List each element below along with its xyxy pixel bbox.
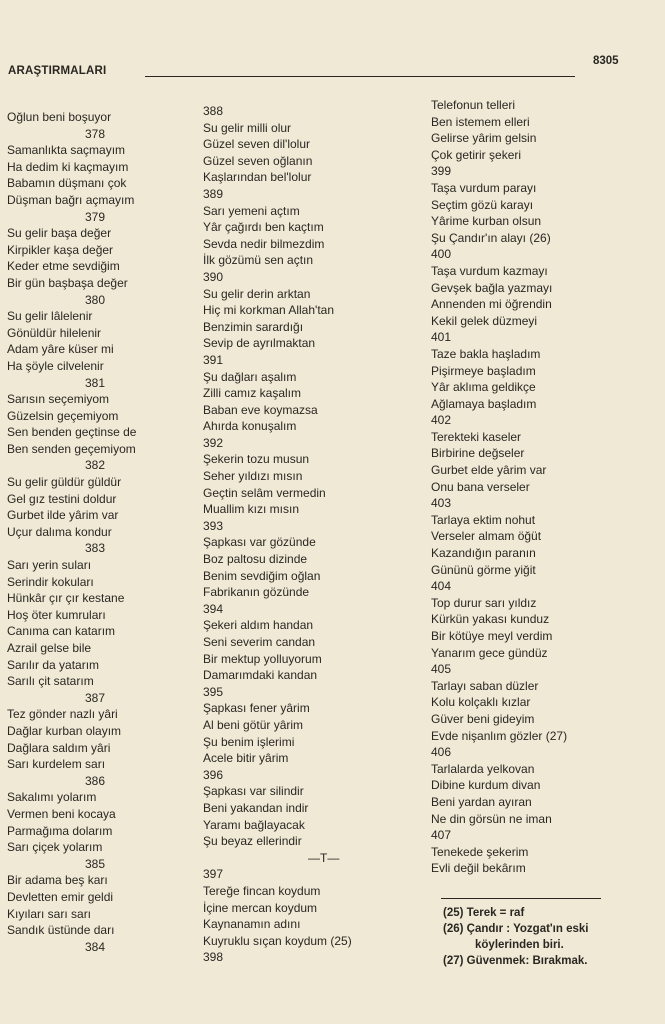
verse-line: Oğlun beni boşuyor (7, 110, 112, 124)
verse-line: Tereğe fincan koydum (203, 883, 321, 898)
verse-line: Tarlayı saban düzler (431, 678, 539, 693)
verse-line: Adam yâre küser mi (7, 342, 114, 357)
verse-line: Kolu kolçaklı kızlar (431, 695, 531, 710)
verse-number: 392 (203, 435, 224, 450)
verse-line: Ha şöyle cilvelenir (7, 358, 104, 373)
verse-number: 407 (431, 828, 452, 843)
verse-line: Sevda nedir bilmezdim (203, 236, 325, 251)
verse-line: Benzimin sarardığı (203, 319, 304, 334)
verse-line: Kekil gelek düzmeyi (431, 313, 538, 328)
verse-line: Gurbet elde yârim var (431, 463, 547, 478)
verse-line: Beni yardan ayıran (431, 794, 532, 809)
verse-line: Şu dağları aşalım (203, 369, 297, 384)
header-rule (145, 76, 575, 77)
verse-line: Verseler almam öğüt (431, 529, 542, 544)
verse-line: Sakalımı yolarım (7, 790, 97, 805)
verse-line: Yanarım gece gündüz (431, 645, 548, 660)
verse-line: Sen benden geçtinse de (7, 425, 137, 440)
verse-line: İçine mercan koydum (203, 900, 318, 915)
verse-number: 402 (431, 413, 452, 428)
verse-line: Kürkün yakası kunduz (431, 612, 550, 627)
verse-line: Güzel seven dil'lolur (203, 137, 311, 152)
verse-line: Uçur dalıma kondur (7, 524, 112, 539)
verse-line: Gel gız testini doldur (7, 491, 117, 506)
verse-line: Damarımdaki kandan (203, 668, 318, 683)
verse-line: Kaşlarından bel'lolur (203, 170, 312, 185)
verse-line: Terekteki kaseler (431, 429, 522, 444)
verse-line: Yâr aklıma geldikçe (431, 380, 536, 395)
verse-line: Kirpikler kaşa değer (7, 242, 114, 257)
verse-line: Seher yıldızı mısın (203, 469, 303, 484)
verse-line: Yârime kurban olsun (431, 214, 542, 229)
verse-line: Sarılı çit satarım (7, 674, 94, 689)
verse-line: Şapkası var gözünde (203, 535, 316, 550)
verse-line: Şu Çandır'ın alayı (26) (431, 230, 551, 245)
verse-line: Dağlar kurban olayım (7, 723, 122, 738)
verse-line: Azrail gelse bile (7, 641, 92, 655)
verse-line: Seni severim candan (203, 635, 316, 649)
verse-line: Hünkâr çır çır kestane (7, 591, 125, 606)
verse-line: Seçtim gözü karayı (431, 197, 534, 212)
verse-line: Ben istemem elleri (431, 114, 530, 129)
verse-line: Dibine kurdum divan (431, 778, 541, 793)
verse-line: Kazandığın paranın (431, 546, 536, 561)
verse-number: 378 (85, 126, 106, 141)
verse-line: Babamın düşmanı çok (7, 176, 127, 191)
verse-line: Bir kötüye meyl verdim (431, 629, 553, 643)
verse-line: İlk gözümü sen açtın (203, 253, 314, 268)
verse-number: 383 (85, 541, 106, 556)
verse-line: Taşa vurdum kazmayı (431, 263, 548, 278)
verse-number: 404 (431, 579, 452, 594)
verse-line: Ağlamaya başladım (431, 396, 537, 411)
verse-number: 397 (203, 867, 224, 882)
verse-line: Evde nişanlım gözler (27) (431, 728, 568, 743)
verse-line: Annenden mi öğrendin (431, 297, 552, 312)
verse-line: Su gelir güldür güldür (7, 475, 122, 490)
verse-number: 399 (431, 164, 452, 179)
verse-number: 384 (85, 939, 106, 954)
verse-line: Ne din görsün ne iman (431, 811, 552, 826)
verse-line: Ben senden geçemiyom (7, 441, 136, 456)
verse-line: Kuyruklu sıçan koydum (25) (203, 933, 352, 948)
verse-number: 382 (85, 458, 106, 473)
verse-line: Benim sevdiğim oğlan (203, 568, 321, 583)
footnote-26-continued: köylerinden biri. (475, 939, 564, 951)
verse-line: Beni yakandan indir (203, 800, 309, 815)
verse-line: Çok getirir şekeri (431, 147, 522, 162)
verse-line: Gönüldür hilelenir (7, 325, 102, 340)
verse-number: 391 (203, 352, 224, 367)
verse-line: Bir mektup yolluyorum (203, 651, 322, 666)
verse-line: Geçtin selâm vermedin (203, 485, 326, 500)
verse-number: 379 (85, 209, 106, 224)
section-separator: —T— (308, 850, 340, 865)
verse-number: 401 (431, 330, 452, 345)
footnote-rule (441, 898, 601, 899)
footnotes (443, 905, 588, 969)
verse-number: 405 (431, 662, 452, 677)
verse-line: Taşa vurdum parayı (431, 180, 537, 195)
verse-line: Al beni götür yârim (203, 717, 304, 732)
verse-line: Tenekede şekerim (431, 844, 529, 859)
verse-number: 385 (85, 856, 106, 871)
verse-line: Şu benim işlerimi (203, 734, 295, 749)
verse-line: Gününü görme yiğit (431, 562, 536, 577)
verse-line: Güver beni gideyim (431, 711, 535, 726)
verse-line: Evli değil bekârım (431, 861, 526, 876)
verse-line: Fabrikanın gözünde (203, 585, 310, 600)
verse-number: 386 (85, 773, 106, 788)
verse-line: Sevip de ayrılmaktan (203, 336, 316, 351)
footnote-25: (25) Terek = raf (443, 907, 525, 919)
verse-line: Bir gün başbaşa değer (7, 275, 128, 290)
verse-line: Vermen beni kocaya (7, 806, 116, 821)
verse-line: Güzelsin geçemiyom (7, 408, 119, 423)
verse-line: Canıma can katarım (7, 624, 116, 639)
page-number: 8305 (593, 55, 619, 67)
verse-line: Güzel seven oğlanın (203, 153, 313, 168)
verse-line: Gelirse yârim gelsin (431, 131, 537, 146)
verse-line: Sandık üstünde darı (7, 923, 115, 938)
verse-number: 398 (203, 950, 224, 965)
verse-number: 388 (203, 104, 224, 118)
verse-line: Ahırda konuşalım (203, 419, 297, 434)
verse-line: Acele bitir yârim (203, 751, 289, 766)
verse-line: Tarlalarda yelkovan (431, 761, 535, 776)
verse-line: Tez gönder nazlı yâri (7, 707, 118, 722)
footnote-26: (26) Çandır : Yozgat'ın eski (443, 923, 589, 935)
verse-line: Onu bana verseler (431, 479, 530, 494)
verse-line: Yaramı bağlayacak (203, 817, 305, 832)
verse-number: 396 (203, 767, 224, 782)
verse-line: Bir adama beş karı (7, 873, 108, 888)
verse-line: Şekeri aldım handan (203, 618, 314, 633)
verse-number: 406 (431, 745, 452, 760)
verse-line: Su gelir derin arktan (203, 286, 311, 301)
verse-line: Su gelir lâlelenir (7, 309, 93, 324)
verse-number: 387 (85, 690, 106, 705)
verse-line: Şu beyaz ellerindir (203, 834, 302, 849)
verse-line: Sarılır da yatarım (7, 657, 100, 672)
verse-line: Hoş öter kumruları (7, 607, 106, 622)
verse-number: 381 (85, 375, 106, 390)
verse-line: Dağlara saldım yâri (7, 740, 111, 755)
verse-number: 394 (203, 601, 224, 616)
verse-line: Zilli camız kaşalım (203, 386, 302, 401)
verse-line: Şapkası fener yârim (203, 701, 310, 716)
verse-line: Tarlaya ektim nohut (431, 512, 536, 527)
verse-line: Yâr çağırdı ben kaçtım (203, 220, 324, 235)
verse-number: 390 (203, 269, 224, 284)
verse-line: Gurbet ilde yârim var (7, 508, 119, 523)
verse-line: Düşman bağrı açmayım (7, 192, 135, 207)
verse-line: Baban eve koymazsa (203, 402, 318, 417)
verse-line: Muallim kızı mısın (203, 502, 300, 517)
verse-line: Telefonun telleri (431, 98, 516, 112)
verse-number: 403 (431, 496, 452, 511)
verse-line: Pişirmeye başladım (431, 363, 536, 378)
verse-line: Sarı yerin suları (7, 558, 92, 573)
verse-line: Serindir kokuları (7, 574, 94, 589)
verse-number: 389 (203, 186, 224, 201)
verse-line: Sarı kurdelem sarı (7, 757, 106, 772)
text-column-3 (431, 97, 567, 877)
verse-line: Sarısın seçemiyom (7, 392, 110, 407)
verse-number: 393 (203, 518, 224, 533)
verse-number: 380 (85, 292, 106, 307)
verse-line: Boz paltosu dizinde (203, 552, 308, 567)
footnote-27: (27) Güvenmek: Bırakmak. (443, 955, 588, 967)
verse-line: Sarı çiçek yolarım (7, 840, 103, 855)
verse-line: Hiç mi korkman Allah'tan (203, 303, 335, 318)
verse-line: Top durur sarı yıldız (431, 595, 537, 610)
verse-line: Parmağıma dolarım (7, 823, 113, 838)
verse-number: 400 (431, 247, 452, 262)
verse-line: Şekerin tozu musun (203, 452, 310, 467)
verse-line: Gevşek bağla yazmayı (431, 280, 553, 295)
text-column-1 (7, 109, 136, 955)
verse-line: Samanlıkta saçmayım (7, 143, 126, 158)
verse-number: 395 (203, 684, 224, 699)
verse-line: Devletten emir geldi (7, 889, 114, 904)
text-column-2 (203, 103, 352, 966)
verse-line: Keder etme sevdiğim (7, 259, 120, 274)
verse-line: Ha dedim ki kaçmayım (7, 159, 129, 174)
verse-line: Sarı yemeni açtım (203, 203, 300, 218)
verse-line: Şapkası var silindir (203, 784, 304, 799)
verse-line: Kıyıları sarı sarı (7, 906, 92, 921)
verse-line: Taze bakla haşladım (431, 346, 541, 361)
verse-line: Birbirine değseler (431, 446, 525, 461)
verse-line: Kaynanamın adını (203, 917, 301, 932)
verse-line: Su gelir milli olur (203, 120, 292, 135)
verse-line: Su gelir başa değer (7, 226, 112, 241)
section-title: ARAŞTIRMALARI (8, 65, 107, 77)
